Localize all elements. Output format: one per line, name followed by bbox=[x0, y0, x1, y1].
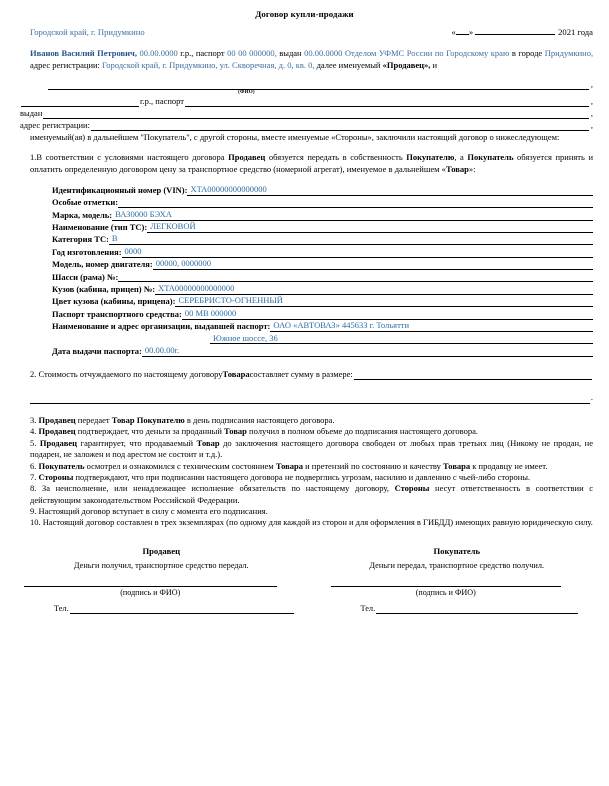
buyer-issued-blank[interactable] bbox=[43, 109, 589, 119]
buyer-signature-statement: Деньги передал, транспортное средство получил. bbox=[369, 560, 545, 570]
clause-5-part: до заключения настоящего договора свободен от любых прав третьих лиц (Никому не продан, не подарен, не заложен и под арестом не состоит и т.д.). bbox=[30, 437, 594, 460]
clause-5-part: Товар bbox=[196, 437, 220, 448]
clause-6-part: Товара bbox=[275, 460, 303, 471]
buyer-signature-title: Покупатель bbox=[433, 545, 481, 556]
clause-6 bbox=[30, 461, 593, 472]
vehicle-spec-value[interactable]: 00.00.00г. bbox=[142, 345, 181, 357]
buyer-birth-blank[interactable] bbox=[21, 97, 139, 107]
clause-6-part: осмотрел и ознакомился с техническим состоянием bbox=[84, 460, 276, 471]
buyer-registration-line bbox=[20, 119, 593, 131]
seller-phone-blank[interactable] bbox=[70, 604, 294, 614]
buyer-phone-blank[interactable] bbox=[376, 604, 578, 614]
vehicle-spec-value[interactable]: ВАЗ0000 БЭХА bbox=[112, 209, 174, 221]
vehicle-spec-label: Идентификационный номер (VIN): bbox=[52, 184, 188, 195]
buyer-signature-caption: (подпись и ФИО) bbox=[415, 588, 476, 598]
clause-7-part: Стороны bbox=[38, 471, 74, 482]
clause-5 bbox=[30, 438, 593, 461]
buyer-fio-caption: (ФИО) bbox=[238, 88, 255, 95]
vehicle-spec-value[interactable]: ЛЕГКОВОЙ bbox=[147, 221, 197, 233]
clause-8 bbox=[30, 483, 593, 506]
buyer-fio-blank[interactable] bbox=[48, 80, 589, 90]
buyer-phone-row bbox=[331, 604, 594, 615]
vehicle-spec-blank[interactable] bbox=[120, 235, 593, 245]
vehicle-spec-value[interactable]: Южное шоссе, 36 bbox=[210, 333, 280, 345]
seller-signature-caption: (подпись и ФИО) bbox=[120, 588, 181, 598]
clause-4-part: Товар bbox=[224, 426, 247, 437]
vehicle-spec-value[interactable]: ОАО «АВТОВАЗ» 445633 г. Тольятти bbox=[270, 320, 411, 332]
vehicle-spec-value[interactable]: 0000 bbox=[122, 246, 144, 258]
date-month-blank[interactable] bbox=[475, 26, 555, 35]
buyer-fio-line bbox=[20, 78, 593, 90]
vehicle-spec-row bbox=[52, 208, 593, 220]
vehicle-spec-label: Кузов (кабина, прицеп) №: bbox=[52, 283, 156, 294]
clause-4-part: получил в полном объеме до подписания настоящего договора. bbox=[246, 426, 479, 437]
clause-5-part: Продавец bbox=[39, 437, 78, 448]
clause-2-goods: Товара bbox=[222, 368, 250, 379]
seller-signature-statement: Деньги получил, транспортное средство передал. bbox=[73, 560, 249, 570]
buyer-issued-label: выдан bbox=[20, 108, 43, 119]
buyer-registration-blank[interactable] bbox=[91, 121, 589, 131]
clause-1-suffix: »: bbox=[468, 163, 476, 174]
date-year: 2021 года bbox=[558, 27, 593, 38]
clause-2-text-after: составляет сумму в размере: bbox=[249, 368, 353, 379]
buyer-fio-comma: , bbox=[590, 78, 593, 89]
clause-8-part: 8. За неисполнение, или ненадлежащее исполнение обязательств по настоящему договору, bbox=[30, 483, 395, 494]
clause-2 bbox=[10, 369, 599, 380]
clause-6-part: 6. bbox=[30, 460, 39, 471]
buyer-birth-passport-line bbox=[20, 95, 593, 107]
vehicle-spec-row bbox=[52, 258, 593, 270]
clause-2-second-line-wrap bbox=[10, 380, 599, 404]
seller-birth-date: 00.00.0000 bbox=[139, 48, 178, 59]
clause-2-amount-blank[interactable] bbox=[354, 370, 592, 380]
vehicle-spec-blank[interactable] bbox=[269, 186, 593, 196]
buyer-registration-label: адрес регистрации: bbox=[20, 120, 90, 131]
vehicle-spec-row bbox=[52, 196, 593, 208]
vehicle-spec-label: Дата выдачи паспорта: bbox=[52, 345, 142, 356]
vehicle-spec-label: Особые отметки: bbox=[52, 197, 119, 208]
buyer-passport-blank[interactable] bbox=[185, 97, 589, 107]
vehicle-spec-label: Наименование (тип ТС): bbox=[52, 222, 148, 233]
vehicle-spec-row bbox=[52, 221, 593, 233]
seller-passport-number: 00 00 000000, bbox=[227, 48, 277, 59]
vehicle-spec-blank[interactable] bbox=[174, 211, 593, 221]
buyer-closing-text: именуемый(ая) в дальнейшем "Покупатель", с другой стороны, вместе именуемые «Стороны», заключили настоящий договор о нижеследующем: bbox=[30, 131, 560, 142]
date-quote-close: » bbox=[468, 27, 474, 38]
vehicle-spec-row bbox=[52, 282, 593, 294]
clause-6-part: и претензий по состоянию и качеству bbox=[302, 460, 444, 471]
buyer-issued-line bbox=[20, 107, 593, 119]
clause-list bbox=[10, 415, 599, 529]
signature-column-buyer bbox=[309, 546, 594, 615]
clause-6-part: Покупатель bbox=[38, 460, 85, 471]
seller-city-label: в городе bbox=[511, 48, 543, 59]
vehicle-spec-row bbox=[52, 332, 593, 344]
clause-4 bbox=[30, 426, 593, 437]
clause-1-buyer-nom: Покупатель bbox=[467, 152, 514, 163]
vehicle-spec-blank[interactable] bbox=[198, 223, 593, 233]
clause-1 bbox=[10, 152, 599, 175]
clause-8-part: Стороны bbox=[394, 483, 430, 494]
clause-7-part: подтверждают, что при подписании настоящего договора не подверглись угрозам, насилию и давлению с чьей-либо стороны. bbox=[73, 471, 531, 482]
date-quote-open: « bbox=[451, 27, 456, 38]
vehicle-spec-value[interactable]: XTA00000000000000 bbox=[187, 184, 268, 196]
signature-column-seller bbox=[24, 546, 309, 615]
seller-signature-title: Продавец bbox=[142, 545, 181, 556]
clause-2-period: . bbox=[590, 393, 593, 403]
buyer-registration-comma: , bbox=[590, 120, 593, 131]
seller-issued-by: Отделом УФМС России по Городскому краю bbox=[344, 48, 510, 59]
vehicle-spec-row bbox=[52, 344, 593, 356]
clause-1-mid-2: , а bbox=[454, 152, 468, 163]
vehicle-spec-value[interactable]: 00000, 0000000 bbox=[153, 258, 213, 270]
clause-2-amount-blank-2[interactable] bbox=[30, 394, 590, 404]
clause-9 bbox=[30, 506, 593, 517]
seller-passport-label: паспорт bbox=[195, 48, 225, 59]
seller-signature-blank[interactable] bbox=[24, 577, 277, 587]
signature-area bbox=[10, 546, 599, 615]
vehicle-spec-row bbox=[52, 307, 593, 319]
clause-4-part: 4. bbox=[30, 426, 39, 437]
buyer-passport-comma: , bbox=[590, 96, 593, 107]
seller-name: Иванов Василий Петрович, bbox=[30, 48, 137, 59]
buyer-block bbox=[10, 78, 599, 143]
vehicle-spec-row bbox=[52, 245, 593, 257]
clause-1-prefix: 1.В соответствии с условиями настоящего договора bbox=[30, 152, 229, 163]
date-day-blank[interactable] bbox=[456, 26, 469, 35]
vehicle-spec-row bbox=[52, 295, 593, 307]
vehicle-spec-label: Паспорт транспортного средства: bbox=[52, 308, 182, 319]
vehicle-spec-blank[interactable] bbox=[280, 334, 593, 344]
vehicle-spec-blank[interactable] bbox=[118, 198, 593, 208]
seller-phone-row bbox=[24, 604, 309, 615]
page-title: Договор купли-продажи bbox=[255, 9, 354, 19]
vehicle-spec-value[interactable]: XTA00000000000000 bbox=[155, 283, 236, 295]
buyer-issued-comma: , bbox=[590, 108, 593, 119]
clause-2-row bbox=[30, 369, 593, 380]
seller-further-named: далее именуемый bbox=[316, 59, 381, 70]
clause-4-part: подтверждает, что деньги за проданный bbox=[75, 426, 225, 437]
buyer-phone-label: Тел. bbox=[360, 603, 376, 613]
seller-registration-label: адрес регистрации: bbox=[30, 59, 100, 70]
seller-issued-label: выдан bbox=[279, 48, 302, 59]
buyer-birth-label: г.р., паспорт bbox=[140, 96, 185, 107]
vehicle-spec-blank[interactable] bbox=[285, 297, 593, 307]
seller-issued-date: 00.00.0000 bbox=[304, 48, 343, 59]
vehicle-spec-blank[interactable] bbox=[118, 272, 593, 282]
clause-5-part: гарантирует, что продаваемый bbox=[77, 437, 197, 448]
clause-8-part: несут ответственность в соответствии с действующим законодательством Российской Федерации. bbox=[30, 483, 594, 505]
vehicle-spec-value[interactable]: СЕРЕБРИСТО-ОГНЕННЫЙ bbox=[175, 295, 284, 307]
vehicle-spec-row bbox=[52, 183, 593, 195]
clause-1-mid-1: обязуется передать в собственность bbox=[265, 152, 407, 163]
clause-1-buyer-dative: Покупателю bbox=[406, 152, 455, 163]
vehicle-spec-label: Категория ТС: bbox=[52, 234, 109, 245]
vehicle-spec-label: Шасси (рама) №: bbox=[52, 271, 119, 282]
clause-3-part: 3. bbox=[30, 415, 39, 426]
clause-9-part: 9. Настоящий договор вступает в силу с момента его подписания. bbox=[30, 506, 268, 517]
clause-2-text-before: 2. Стоимость отчуждаемого по настоящему договору bbox=[30, 368, 223, 379]
vehicle-spec-row bbox=[52, 233, 593, 245]
vehicle-spec-value[interactable]: 00 МВ 000000 bbox=[182, 308, 238, 320]
header-row bbox=[10, 26, 599, 38]
clause-10 bbox=[30, 517, 593, 528]
vehicle-spec-label: Наименование и адрес организации, выдавшей паспорт: bbox=[52, 321, 271, 332]
vehicle-spec-blank[interactable] bbox=[181, 347, 593, 357]
vehicle-spec-row bbox=[52, 320, 593, 332]
clause-7 bbox=[30, 472, 593, 483]
seller-birth-suffix: г.р., bbox=[180, 48, 194, 59]
vehicle-spec-blank[interactable] bbox=[411, 322, 593, 332]
vehicle-spec-blank[interactable] bbox=[238, 310, 593, 320]
seller-role: «Продавец», bbox=[382, 59, 431, 70]
clause-5-part: 5. bbox=[30, 437, 40, 448]
clause-3-part: Продавец bbox=[38, 415, 76, 426]
clause-1-seller: Продавец bbox=[228, 152, 266, 163]
seller-phone-label: Тел. bbox=[54, 603, 69, 613]
clause-6-part: к продавцу не имеет. bbox=[470, 460, 548, 471]
vehicle-spec-blank[interactable] bbox=[236, 285, 593, 295]
vehicle-spec-label: Модель, номер двигателя: bbox=[52, 259, 153, 270]
clause-3-part: передает bbox=[75, 415, 112, 426]
vehicle-spec-blank[interactable] bbox=[213, 260, 593, 270]
vehicle-spec-label: Цвет кузова (кабины, прицепа): bbox=[52, 296, 176, 307]
seller-paragraph bbox=[10, 48, 599, 71]
vehicle-spec-label: Марка, модель: bbox=[52, 209, 113, 220]
clause-6-part: Товара bbox=[443, 460, 471, 471]
clause-7-part: 7. bbox=[30, 471, 39, 482]
clause-3-part: Товар Покупателю bbox=[111, 415, 185, 426]
buyer-signature-blank[interactable] bbox=[331, 577, 562, 587]
clause-1-goods: Товар bbox=[445, 163, 469, 174]
clause-4-part: Продавец bbox=[38, 426, 76, 437]
seller-city: Придумкино, bbox=[544, 48, 594, 59]
vehicle-spec-label: Год изготовления: bbox=[52, 246, 122, 257]
seller-conjunction: и bbox=[432, 59, 438, 70]
vehicle-spec-list bbox=[10, 183, 599, 356]
vehicle-spec-row bbox=[52, 270, 593, 282]
clause-10-part: 10. Настоящий договор составлен в трех экземплярах (по одному для каждой из сторон и для оформления в ГИБДД) имеющих равную юридическую силу. bbox=[30, 517, 593, 528]
clause-3-part: в день подписания настоящего договора. bbox=[184, 415, 335, 426]
vehicle-spec-value[interactable]: B bbox=[109, 233, 120, 245]
seller-registration-address: Городской край, г. Придумкино, ул. Скворечная, д. 0, кв. 0, bbox=[102, 59, 315, 70]
place-of-contract: Городской край, г. Придумкино bbox=[30, 27, 145, 38]
vehicle-spec-blank[interactable] bbox=[144, 248, 593, 258]
clause-3 bbox=[30, 415, 593, 426]
clause-1-mid-3: обязуется принять и оплатить определенную договором цену за транспортное средство (номерной агрегат), именуемое в дальнейшем « bbox=[30, 152, 594, 174]
contract-date bbox=[452, 26, 593, 38]
